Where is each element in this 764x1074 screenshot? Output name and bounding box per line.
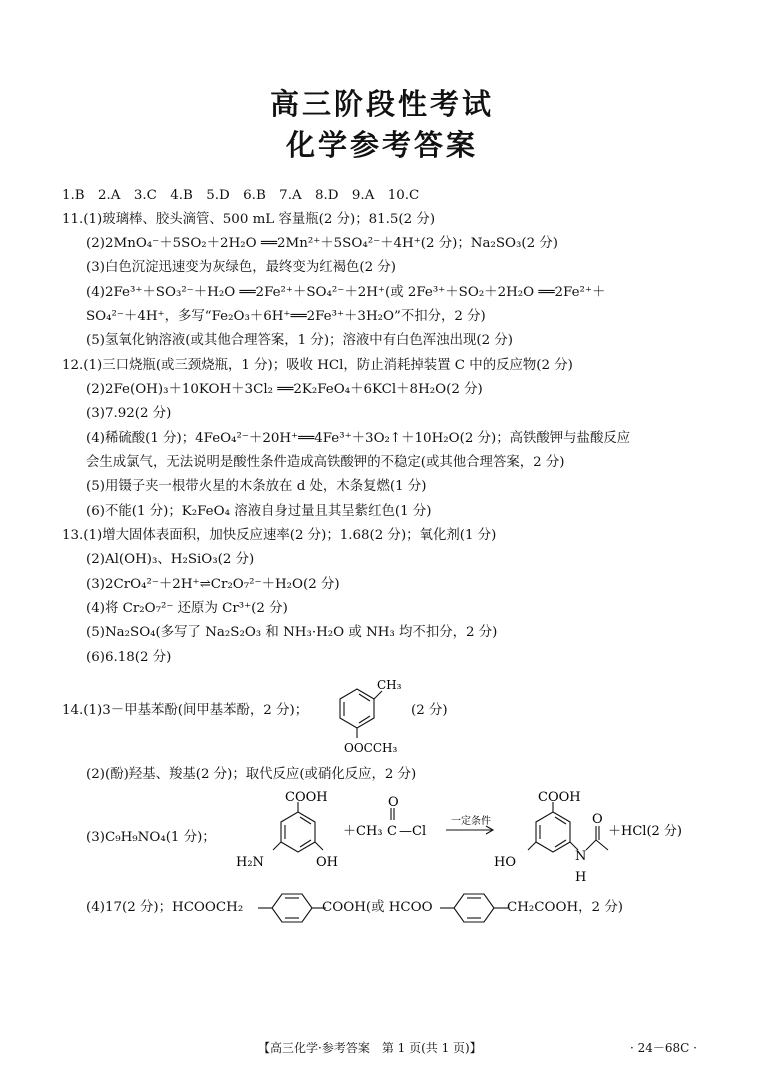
answer-line: (3)白色沉淀迅速变为灰绿色，最终变为红褐色(2 分) — [86, 260, 397, 275]
answer-line: (4)2Fe³⁺＋SO₃²⁻＋H₂O ══2Fe²⁺＋SO₄²⁻＋2H⁺(或 2Fe³⁺＋SO₂＋2H₂O ══2Fe²⁺＋ — [86, 285, 606, 300]
answer-line: (2)2MnO₄⁻＋5SO₂＋2H₂O ══2Mn²⁺＋5SO₄²⁻＋4H⁺(2 分)；Na₂SO₃(2 分) — [86, 236, 558, 251]
carbonyl-c-label: C — [387, 824, 397, 839]
q14-part2-text: (2)(酚)羟基、羧基(2 分)；取代反应(或硝化反应，2 分) — [86, 767, 417, 782]
q14-part4-mid2: CH₂COOH，2 分) — [507, 900, 623, 915]
answer-line: 1.B 2.A 3.C 4.B 5.D 6.B 7.A 8.D 9.A 10.C — [62, 188, 420, 203]
answer-line: (4)将 Cr₂O₇²⁻ 还原为 Cr³⁺(2 分) — [86, 601, 288, 616]
answer-line: (4)稀硫酸(1 分)；4FeO₄²⁻＋20H⁺══4Fe³⁺＋3O₂↑＋10H₂O(2 分)；高铁酸钾与盐酸反应 — [86, 431, 631, 446]
amine-label: H₂N — [236, 855, 264, 870]
answer-line: (3)7.92(2 分) — [86, 406, 172, 421]
cooh-label-right: COOH — [538, 790, 581, 805]
answer-line: 13.(1)增大固体表面积，加快反应速率(2 分)；1.68(2 分)；氧化剂(1 分) — [62, 528, 497, 543]
q14-part4-mid1: COOH(或 HCOO — [322, 900, 433, 915]
answer-line: (5)Na₂SO₄(多写了 Na₂S₂O₃ 和 NH₃·H₂O 或 NH₃ 均不扣分，2 分) — [86, 625, 498, 640]
reagent-label: ＋CH₃ — [343, 824, 383, 839]
chloride-label: —Cl — [399, 824, 427, 839]
answer-line: (6)6.18(2 分) — [86, 650, 172, 665]
page-subtitle: 化学参考答案 — [285, 128, 478, 162]
q14-part4-text: (4)17(2 分)；HCOOCH₂ — [86, 900, 244, 915]
answer-line: 12.(1)三口烧瓶(或三颈烧瓶，1 分)；吸收 HCl，防止消耗掉装置 C 中的反应物(2 分) — [62, 358, 573, 373]
amide-n-label: N — [575, 849, 587, 864]
benzene-ring-1 — [258, 890, 328, 926]
carbonyl-o-label: O — [388, 795, 399, 810]
hcl-label: ＋HCl(2 分) — [608, 824, 682, 839]
footer-page-info: 【高三化学·参考答案 第 1 页(共 1 页)】 — [258, 1041, 482, 1055]
page-title: 高三阶段性考试 — [269, 87, 494, 121]
benzene-ring-2 — [440, 890, 510, 926]
ch3-label: CH₃ — [377, 678, 402, 692]
ho-label: HO — [494, 855, 516, 870]
answer-line: (2)2Fe(OH)₃＋10KOH＋3Cl₂ ══2K₂FeO₄＋6KCl＋8H₂O(2 分) — [86, 382, 483, 397]
answer-line: (2)Al(OH)₃、H₂SiO₃(2 分) — [86, 552, 255, 567]
amide-h-label: H — [575, 870, 587, 885]
answer-line: SO₄²⁻＋4H⁺，多写“Fe₂O₃＋6H⁺══2Fe³⁺＋3H₂O”不扣分，2 分) — [86, 309, 486, 324]
ester-label: OOCCH₃ — [344, 741, 398, 755]
q14-part1-text: 14.(1)3－甲基苯酚(间甲基苯酚，2 分)； — [62, 703, 309, 718]
answer-line: (5)氢氧化钠溶液(或其他合理答案，1 分)；溶液中有白色浑浊出现(2 分) — [86, 333, 513, 348]
answer-line: (5)用镊子夹一根带火星的木条放在 d 处，木条复燃(1 分) — [86, 479, 427, 494]
answer-line: 11.(1)玻璃棒、胶头滴管、500 mL 容量瓶(2 分)；81.5(2 分) — [62, 212, 436, 227]
amide-o-label: O — [592, 812, 603, 827]
hydroxyl-label: OH — [316, 855, 338, 870]
condition-label: 一定条件 — [451, 816, 491, 827]
q14-part1-score: (2 分) — [411, 703, 448, 718]
q14-part3-reaction — [228, 786, 698, 886]
answer-line: (6)不能(1 分)；K₂FeO₄ 溶液自身过量且其呈紫红色(1 分) — [86, 504, 432, 519]
q14-part3-text: (3)C₉H₉NO₄(1 分)； — [86, 830, 216, 845]
footer-code: · 24－68C · — [630, 1041, 697, 1055]
answer-line: 会生成氯气，无法说明是酸性条件造成高铁酸钾的不稳定(或其他合理答案，2 分) — [86, 455, 565, 470]
answer-line: (3)2CrO₄²⁻＋2H⁺⇌Cr₂O₇²⁻＋H₂O(2 分) — [86, 577, 340, 592]
m-cresyl-acetate-structure — [320, 672, 420, 762]
cooh-label-left: COOH — [285, 790, 328, 805]
